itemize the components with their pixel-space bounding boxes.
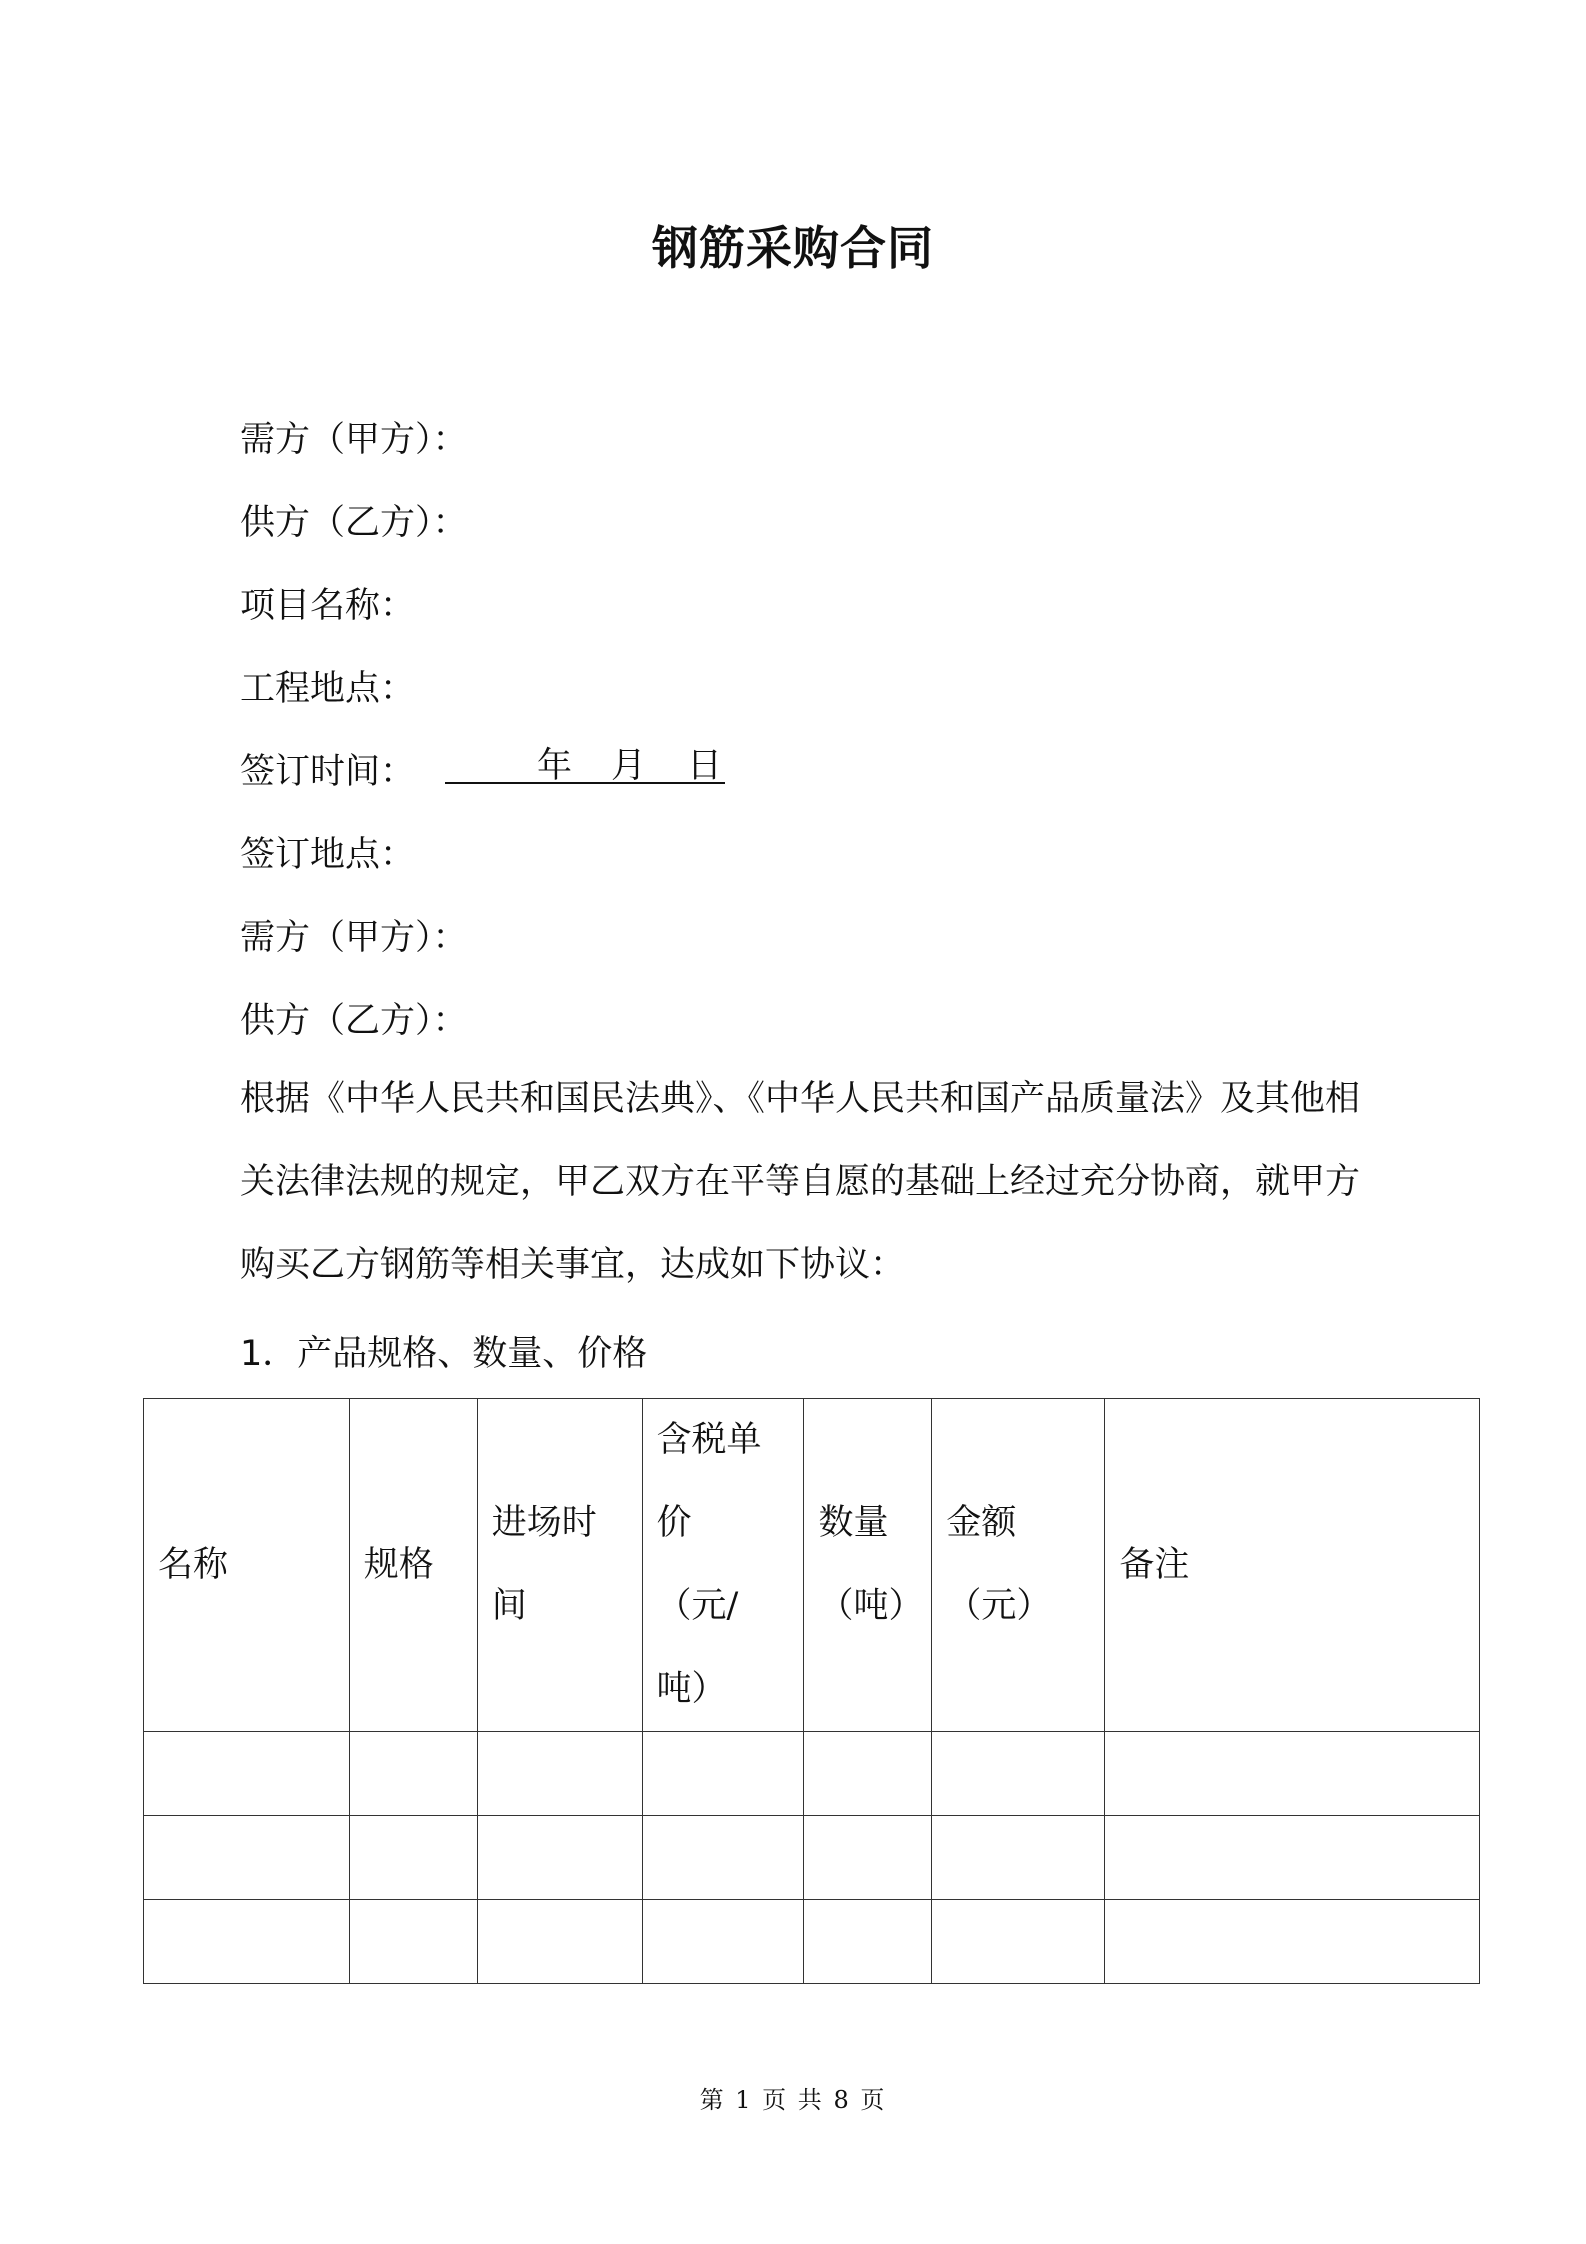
page-footer: 第 1 页 共 8 页	[699, 2086, 887, 2114]
header-cell: 进场时 间	[477, 1399, 642, 1732]
header-cell: 金额 （元）	[932, 1399, 1105, 1732]
table-cell[interactable]	[932, 1816, 1105, 1900]
table-cell[interactable]	[1105, 1732, 1480, 1816]
table-row	[144, 1900, 1480, 1984]
table-cell[interactable]	[932, 1900, 1105, 1984]
table-cell[interactable]	[932, 1732, 1105, 1816]
intro-paragraph: 根据《中华人民共和国民法典》、《中华人民共和国产品质量法》及其他相关法律法规的规定，甲乙双方在平等自愿的基础上经过充分协商，就甲方购买乙方钢筋等相关事宜，达成如下协议：	[240, 1079, 1361, 1285]
table-cell[interactable]	[144, 1816, 350, 1900]
project-name-label: 项目名称：	[240, 586, 416, 626]
date-month: 月	[611, 746, 647, 786]
sign-time-label: 签订时间：	[240, 752, 416, 792]
date-day: 日	[687, 746, 723, 786]
sign-date-field	[445, 738, 725, 784]
table-row	[144, 1816, 1480, 1900]
table-cell[interactable]	[1105, 1900, 1480, 1984]
header-cell: 备注	[1105, 1399, 1480, 1732]
table-cell[interactable]	[804, 1900, 932, 1984]
table-cell[interactable]	[804, 1816, 932, 1900]
table-cell[interactable]	[144, 1900, 350, 1984]
seller-label: 供方（乙方）：	[240, 503, 468, 543]
header-cell: 规格	[349, 1399, 477, 1732]
section-heading: 1．产品规格、数量、价格	[240, 1334, 648, 1374]
table-cell[interactable]	[642, 1732, 804, 1816]
buyer-label-2: 需方（甲方）：	[240, 918, 468, 958]
buyer-label: 需方（甲方）：	[240, 420, 468, 460]
table-cell[interactable]	[804, 1732, 932, 1816]
table-cell[interactable]	[477, 1900, 642, 1984]
header-cell: 名称	[144, 1399, 350, 1732]
table-cell[interactable]	[349, 1900, 477, 1984]
table-header-row	[144, 1399, 1480, 1732]
table-cell[interactable]	[477, 1732, 642, 1816]
project-site-label: 工程地点：	[240, 669, 416, 709]
date-year: 年	[537, 746, 573, 786]
table-row	[144, 1732, 1480, 1816]
table-cell[interactable]	[1105, 1816, 1480, 1900]
table-cell[interactable]	[349, 1732, 477, 1816]
table-cell[interactable]	[144, 1732, 350, 1816]
spec-table	[143, 1398, 1480, 1984]
table-cell[interactable]	[642, 1816, 804, 1900]
header-cell: 含税单 价 （元/ 吨）	[642, 1399, 804, 1732]
header-cell: 数量 （吨）	[804, 1399, 932, 1732]
sign-time-row	[240, 744, 723, 794]
sign-place-label: 签订地点：	[240, 835, 416, 875]
table-cell[interactable]	[642, 1900, 804, 1984]
document-title: 钢筋采购合同	[652, 221, 934, 275]
table-cell[interactable]	[349, 1816, 477, 1900]
table-cell[interactable]	[477, 1816, 642, 1900]
seller-label-2: 供方（乙方）：	[240, 1001, 468, 1041]
